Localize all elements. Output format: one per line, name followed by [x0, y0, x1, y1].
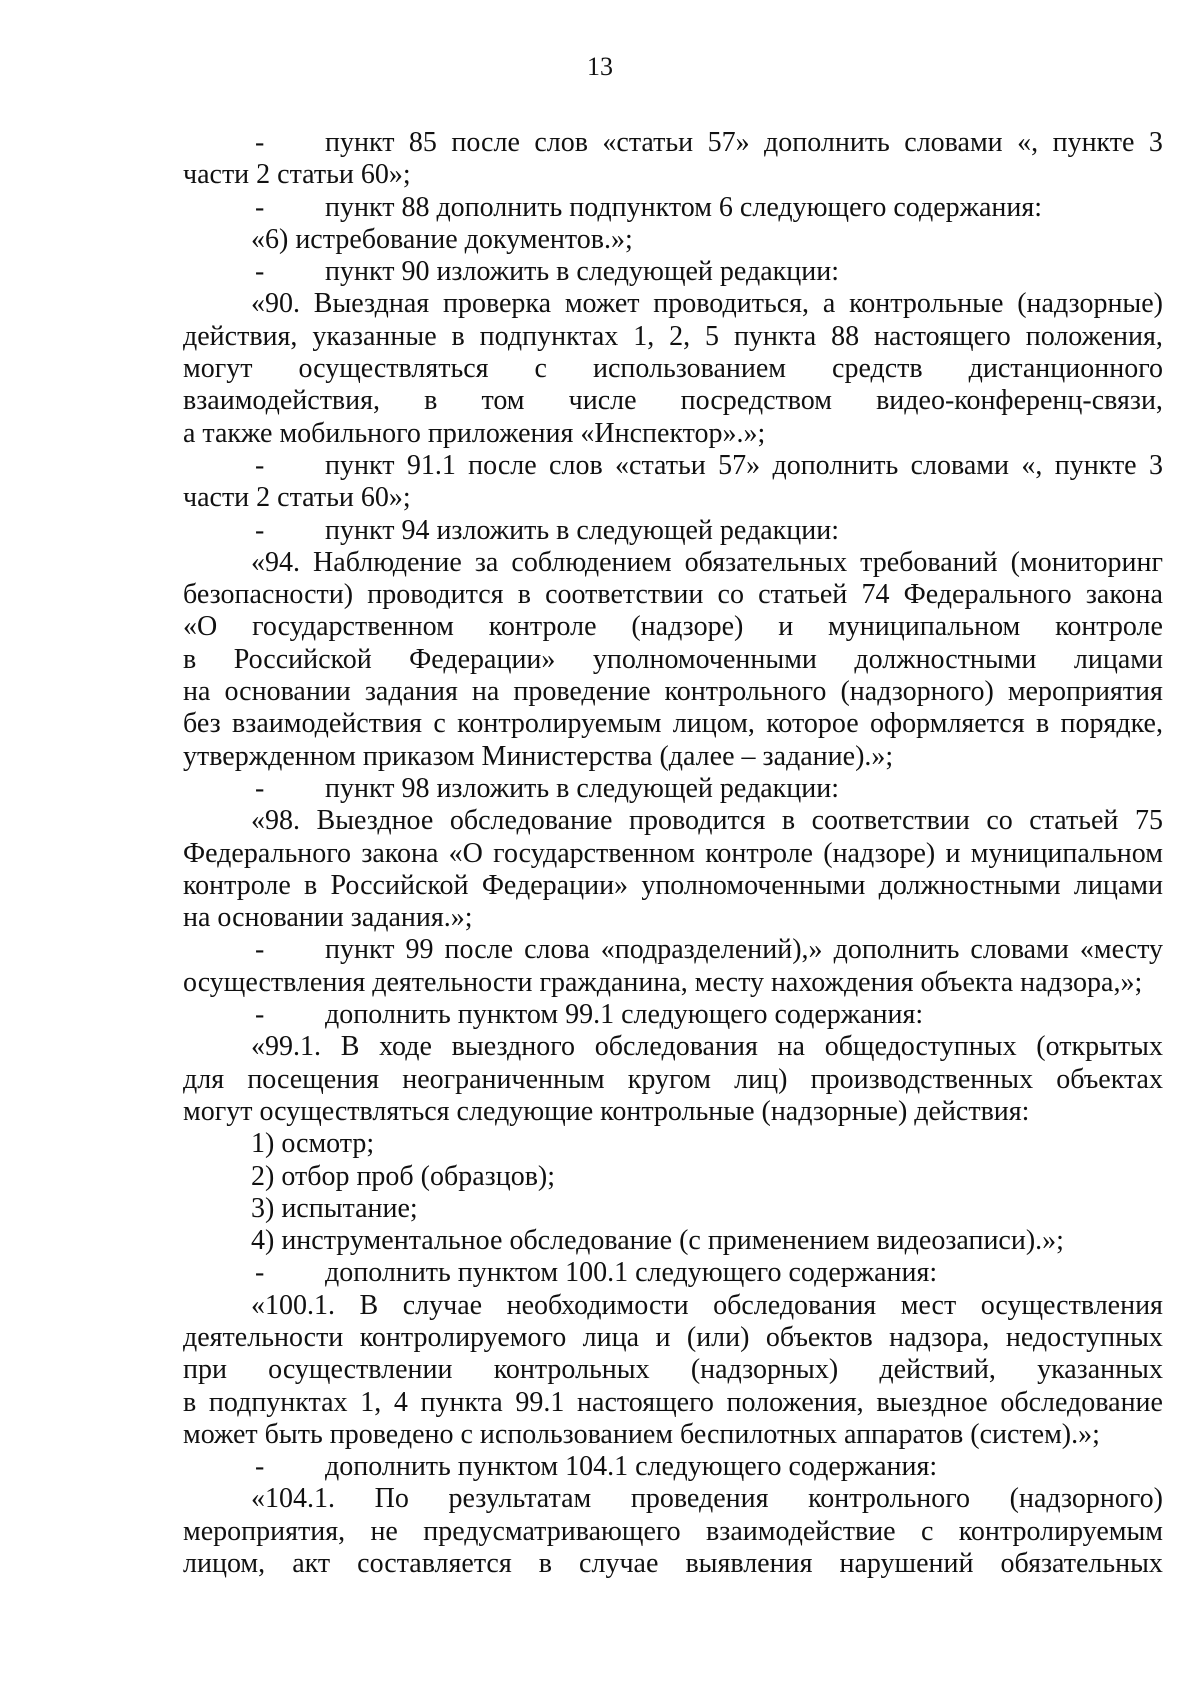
justified-text	[183, 1031, 1163, 1063]
word: на	[183, 676, 211, 708]
justified-text	[183, 547, 1163, 579]
line-text: части 2 статьи 60»;	[183, 159, 411, 191]
line-text: «6) истребование документов.»;	[251, 223, 633, 255]
word: слов	[549, 449, 603, 481]
word: муниципальном	[828, 611, 1021, 643]
word: пункт	[325, 127, 395, 158]
word: осуществляться	[298, 353, 489, 385]
word: уполномоченными	[592, 643, 817, 675]
word: «90.	[251, 288, 300, 320]
word: должностными	[878, 869, 1061, 901]
word: лицами	[1073, 643, 1163, 675]
word: лиц)	[734, 1063, 788, 1095]
page-number: 13	[587, 52, 613, 81]
word: в	[183, 643, 197, 675]
word: соответствии	[545, 579, 704, 611]
text-line	[183, 159, 1163, 191]
line-text: 1) осмотр;	[251, 1128, 375, 1160]
word: в	[781, 805, 796, 837]
word: В	[359, 1289, 379, 1321]
justified-text	[183, 676, 1163, 708]
word: пункта	[420, 1386, 503, 1418]
word: пункте	[1052, 127, 1135, 158]
word: после	[444, 934, 514, 966]
word: и	[655, 1321, 671, 1353]
word: проведение	[513, 676, 651, 708]
word: настоящего	[873, 320, 1011, 352]
justified-text	[183, 1354, 1163, 1386]
word: требований	[860, 546, 998, 578]
word: проводится	[629, 805, 766, 837]
word: 99	[405, 934, 434, 966]
word: По	[374, 1483, 409, 1515]
word: порядке,	[1060, 708, 1163, 740]
word: словами	[910, 449, 1010, 481]
justified-text	[183, 934, 1163, 966]
word: подпунктах	[479, 320, 619, 352]
word: случае	[402, 1289, 483, 1321]
word: 74	[861, 579, 890, 611]
justified-text	[183, 127, 1163, 159]
word: действия,	[183, 320, 298, 352]
word: дополнить	[764, 127, 890, 158]
word: за	[474, 546, 499, 578]
line-text: части 2 статьи 60»;	[183, 482, 411, 514]
word: оформляется	[870, 708, 1025, 740]
list-item-line	[183, 934, 1163, 966]
word: обследования	[594, 1031, 758, 1063]
word: уполномоченными	[641, 869, 866, 901]
word: пункте	[1054, 449, 1137, 481]
word: 3	[1148, 449, 1163, 481]
word: после	[451, 127, 520, 158]
list-item-line	[183, 999, 1163, 1031]
text-line	[183, 741, 1163, 773]
line-text: пункт 88 дополнить подпунктом 6 следующего содержания:	[325, 191, 1043, 223]
word: 5	[705, 320, 720, 352]
word: «98.	[251, 805, 300, 837]
word: «О	[448, 837, 483, 869]
line-text: дополнить пунктом 99.1 следующего содержания:	[325, 999, 924, 1031]
word: 99.1	[515, 1386, 565, 1418]
word: на	[777, 1031, 805, 1063]
word: 1,	[633, 320, 655, 352]
word: (надзорного)	[1009, 1483, 1163, 1515]
word: указанные	[312, 320, 437, 352]
word: Наблюдение	[313, 546, 462, 578]
word: Федерального	[903, 579, 1072, 611]
text-line	[183, 1161, 1163, 1193]
word: контрольных	[493, 1354, 650, 1386]
word: объектов	[765, 1321, 873, 1353]
word: дополнить	[833, 934, 960, 966]
line-text: пункт 98 изложить в следующей редакции:	[325, 772, 839, 804]
list-item-line	[183, 515, 1163, 547]
word: пункт	[325, 934, 395, 966]
word: слов	[534, 127, 588, 158]
word: посредством	[680, 385, 832, 417]
text-line	[183, 1128, 1163, 1160]
line-text: пункт 94 изложить в следующей редакции:	[325, 514, 839, 546]
justified-text	[183, 838, 1163, 870]
word: посещения	[247, 1063, 380, 1095]
justified-text	[183, 579, 1163, 611]
word: положения,	[1025, 320, 1163, 352]
word: соблюдением	[511, 546, 672, 578]
word: лица	[582, 1321, 640, 1353]
word: контроле	[705, 837, 813, 869]
word: муниципальном	[970, 837, 1163, 869]
word: проведения	[630, 1483, 769, 1515]
justified-text	[183, 1483, 1163, 1515]
word: ходе	[379, 1031, 432, 1063]
word: слова	[524, 934, 590, 966]
word: не	[370, 1515, 398, 1547]
word: лицом,	[672, 708, 755, 740]
word: контроле	[183, 869, 291, 901]
justified-text	[183, 805, 1163, 837]
word: средств	[832, 353, 923, 385]
word: при	[183, 1354, 227, 1386]
word: акт	[292, 1548, 331, 1580]
word: дополнить	[772, 449, 899, 481]
list-item-line	[183, 773, 1163, 805]
word: в	[183, 1386, 197, 1418]
word: «,	[1021, 449, 1043, 481]
word: выездное	[876, 1386, 988, 1418]
word: предусматривающего	[423, 1515, 681, 1547]
word: мест	[900, 1289, 957, 1321]
word: со	[986, 805, 1013, 837]
text-line	[183, 224, 1163, 256]
word: в	[1035, 708, 1050, 740]
justified-text	[183, 1290, 1163, 1322]
list-dash: -	[255, 1257, 265, 1289]
word: государственном	[252, 611, 454, 643]
word: (надзоре)	[823, 837, 936, 869]
word: со	[717, 579, 744, 611]
line-text: дополнить пунктом 104.1 следующего содержания:	[325, 1451, 938, 1483]
word: «подразделений),»	[600, 934, 823, 966]
word: лицами	[1073, 869, 1163, 901]
word: 2,	[669, 320, 691, 352]
word: надзора,	[889, 1321, 990, 1353]
word: может	[564, 288, 640, 320]
word: Российской	[330, 869, 469, 901]
line-text: 4) инструментальное обследование (с применением видеозаписи).»;	[251, 1225, 1064, 1257]
word: Выездная	[313, 288, 430, 320]
justified-text	[183, 1322, 1163, 1354]
word: 4	[393, 1386, 408, 1418]
list-dash: -	[255, 127, 265, 158]
justified-text	[183, 450, 1163, 482]
word: проводиться,	[653, 288, 810, 320]
word: контрольного	[808, 1483, 971, 1515]
word: необходимости	[506, 1289, 689, 1321]
justified-text	[183, 321, 1163, 353]
word: обязательных	[1000, 1548, 1163, 1580]
word: «статьи	[615, 449, 706, 481]
word: статьей	[758, 579, 848, 611]
justified-text	[183, 1548, 1163, 1580]
word: которое	[766, 708, 859, 740]
word: с	[920, 1515, 934, 1547]
word: задания	[364, 676, 458, 708]
justified-text	[183, 385, 1163, 417]
text-line	[183, 482, 1163, 514]
word: (надзорного)	[840, 676, 994, 708]
word: мероприятия,	[183, 1515, 346, 1547]
word: объектах	[1056, 1063, 1163, 1095]
word: словами	[904, 127, 1003, 158]
word: 88	[831, 320, 860, 352]
line-text: 3) испытание;	[251, 1192, 418, 1224]
list-item-line	[183, 1451, 1163, 1483]
justified-text	[183, 1516, 1163, 1548]
word: 85	[408, 127, 437, 158]
word: проводится	[367, 579, 504, 611]
list-dash: -	[255, 256, 265, 288]
word: лицом,	[183, 1548, 266, 1580]
text-line	[183, 1193, 1163, 1225]
word: осуществления	[980, 1289, 1163, 1321]
word: Федерации»	[481, 869, 629, 901]
justified-text	[183, 1064, 1163, 1096]
word: а	[822, 288, 836, 320]
word: Федерации»	[409, 643, 556, 675]
list-item-line	[183, 127, 1163, 159]
word: «94.	[251, 546, 300, 578]
word: деятельности	[183, 1321, 344, 1353]
word: взаимодействия	[232, 708, 423, 740]
word: проверка	[442, 288, 552, 320]
word: осуществлении	[268, 1354, 453, 1386]
word: контролируемого	[359, 1321, 567, 1353]
justified-text	[183, 1387, 1163, 1419]
list-dash: -	[255, 191, 265, 223]
word: нарушений	[839, 1548, 974, 1580]
text-line	[183, 967, 1163, 999]
word: 1,	[360, 1386, 382, 1418]
line-text: а также мобильного приложения «Инспектор».»;	[183, 417, 766, 449]
word: на	[471, 676, 500, 708]
word: том	[481, 385, 525, 417]
word: в	[424, 385, 438, 417]
word: (надзоре)	[631, 611, 744, 643]
word: в	[538, 1548, 552, 1580]
word: Выездное	[316, 805, 434, 837]
word: положения,	[726, 1386, 864, 1418]
word: 3	[1148, 127, 1163, 158]
word: подпунктах	[208, 1386, 348, 1418]
word: «99.1.	[251, 1031, 321, 1063]
word: (надзорных)	[690, 1354, 839, 1386]
word: составляется	[357, 1548, 512, 1580]
word: «месту	[1079, 934, 1163, 966]
word: взаимодействие	[706, 1515, 896, 1547]
word: словами	[970, 934, 1069, 966]
list-dash: -	[255, 514, 265, 546]
line-text: дополнить пунктом 100.1 следующего содержания:	[325, 1257, 938, 1289]
word: контроле	[1055, 611, 1163, 643]
word: обследование	[1000, 1386, 1163, 1418]
word: в	[517, 579, 531, 611]
word: дистанционного	[968, 353, 1163, 385]
word: закона	[1085, 579, 1163, 611]
list-item-line	[183, 450, 1163, 482]
word: (мониторинг	[1010, 546, 1163, 578]
word: мероприятия	[1007, 676, 1163, 708]
word: (или)	[686, 1321, 750, 1353]
line-text: 2) отбор проб (образцов);	[251, 1160, 556, 1192]
word: «,	[1017, 127, 1039, 158]
word: в	[451, 320, 465, 352]
word: контрольного	[664, 676, 827, 708]
word: с	[433, 708, 446, 740]
word: после	[468, 449, 537, 481]
word: (открытых	[1036, 1031, 1163, 1063]
word: без	[183, 708, 221, 740]
word: (надзорные)	[1017, 288, 1163, 320]
line-text: осуществления деятельности гражданина, месту нахождения объекта надзора,»;	[183, 966, 1143, 998]
word: использованием	[592, 353, 787, 385]
word: пункт	[325, 449, 395, 481]
word: обследование	[449, 805, 613, 837]
word: и	[778, 611, 794, 643]
text-line	[183, 902, 1163, 934]
line-text: могут осуществляться следующие контрольные (надзорные) действия:	[183, 1095, 1030, 1127]
document-body	[183, 127, 1163, 1580]
list-item-line	[183, 1257, 1163, 1289]
word: 57»	[707, 127, 750, 158]
text-line	[183, 1096, 1163, 1128]
word: контроле	[488, 611, 597, 643]
word: контролируемым	[958, 1515, 1163, 1547]
list-dash: -	[255, 449, 265, 481]
word: недоступных	[1005, 1321, 1163, 1353]
list-dash: -	[255, 934, 265, 966]
word: числе	[568, 385, 637, 417]
word: В	[340, 1031, 360, 1063]
word: с	[534, 353, 547, 385]
justified-text	[183, 611, 1163, 643]
word: пункта	[733, 320, 817, 352]
word: обязательных	[684, 546, 848, 578]
line-text: утвержденном приказом Министерства (далее – задание).»;	[183, 740, 894, 772]
text-line	[183, 418, 1163, 450]
justified-text	[183, 870, 1163, 902]
word: основании	[224, 676, 351, 708]
justified-text	[183, 644, 1163, 676]
word: производственных	[810, 1063, 1034, 1095]
word: могут	[183, 353, 253, 385]
list-dash: -	[255, 1451, 265, 1483]
word: выявления	[685, 1548, 813, 1580]
line-text: пункт 90 изложить в следующей редакции:	[325, 256, 839, 288]
word: кругом	[627, 1063, 711, 1095]
word: «статьи	[602, 127, 694, 158]
word: в	[304, 869, 318, 901]
line-text: на основании задания.»;	[183, 902, 473, 934]
word: безопасности)	[183, 579, 354, 611]
line-text: может быть проведено с использованием беспилотных аппаратов (систем).»;	[183, 1418, 1100, 1450]
word: для	[183, 1063, 225, 1095]
word: настоящего	[577, 1386, 714, 1418]
word: Федерального	[183, 837, 352, 869]
word: действий,	[879, 1354, 996, 1386]
word: «104.1.	[251, 1483, 335, 1515]
word: Российской	[233, 643, 372, 675]
list-item-line	[183, 256, 1163, 288]
word: видео-конференц-связи,	[876, 385, 1163, 417]
justified-text	[183, 288, 1163, 320]
word: неограниченным	[402, 1063, 605, 1095]
word: результатам	[448, 1483, 592, 1515]
word: соответствии	[811, 805, 970, 837]
word: государственном	[493, 837, 695, 869]
list-item-line	[183, 192, 1163, 224]
word: обследования	[713, 1289, 877, 1321]
word: общедоступных	[824, 1031, 1017, 1063]
list-dash: -	[255, 772, 265, 804]
justified-text	[183, 353, 1163, 385]
word: 57»	[718, 449, 761, 481]
word: «100.1.	[251, 1289, 335, 1321]
word: статьей	[1029, 805, 1119, 837]
word: контрольные	[849, 288, 1004, 320]
word: указанных	[1037, 1354, 1163, 1386]
word: закона	[361, 837, 439, 869]
word: и	[945, 837, 961, 869]
word: взаимодействия,	[183, 385, 381, 417]
justified-text	[183, 708, 1163, 740]
word: 91.1	[406, 449, 456, 481]
list-dash: -	[255, 999, 265, 1031]
word: случае	[579, 1548, 659, 1580]
text-line	[183, 1419, 1163, 1451]
word: выездного	[451, 1031, 576, 1063]
word: должностными	[854, 643, 1037, 675]
word: 75	[1134, 805, 1163, 837]
word: контролируемым	[457, 708, 662, 740]
text-line	[183, 1225, 1163, 1257]
word: «О	[183, 611, 218, 643]
